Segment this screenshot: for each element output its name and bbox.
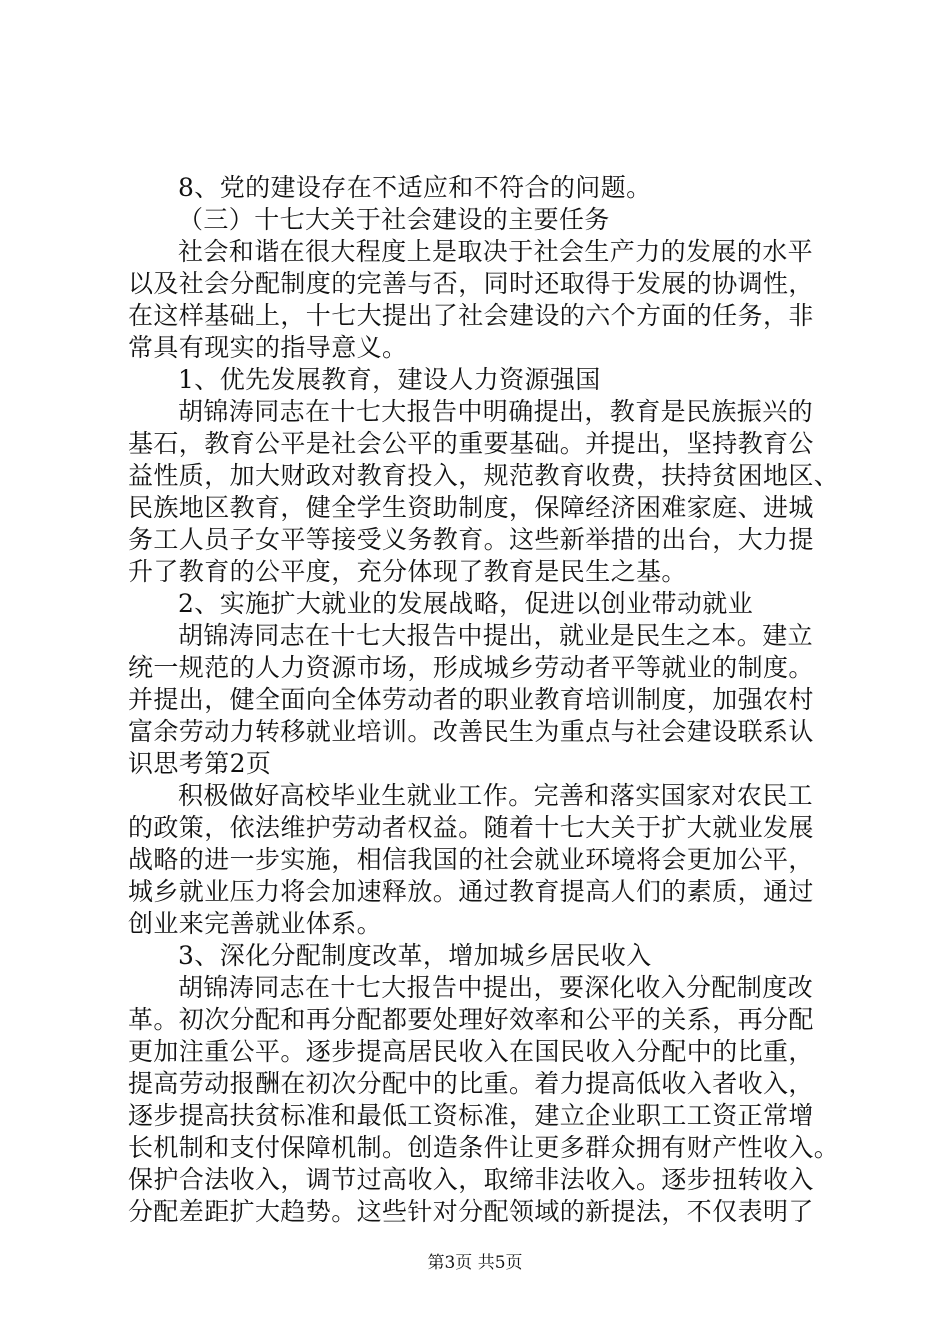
text-line: 基石，教育公平是社会公平的重要基础。并提出，坚持教育公 — [128, 429, 814, 458]
text-line: 并提出，健全面向全体劳动者的职业教育培训制度，加强农村 — [128, 685, 814, 714]
text-line: 分配差距扩大趋势。这些针对分配领域的新提法，不仅表明了 — [128, 1197, 814, 1226]
text-line: 常具有现实的指导意义。 — [128, 333, 408, 362]
text-line: 在这样基础上，十七大提出了社会建设的六个方面的任务，非 — [128, 301, 814, 330]
text-line: 升了教育的公平度，充分体现了教育是民生之基。 — [128, 557, 687, 586]
page-footer: 第3页 共5页 — [427, 1253, 523, 1273]
text-line: 务工人员子女平等接受义务教育。这些新举措的出台，大力提 — [128, 525, 814, 554]
text-line: 积极做好高校毕业生就业工作。完善和落实国家对农民工 — [178, 781, 814, 810]
text-line: 城乡就业压力将会加速释放。通过教育提高人们的素质，通过 — [128, 877, 814, 906]
text-line: 长机制和支付保障机制。创造条件让更多群众拥有财产性收入。 — [128, 1133, 840, 1162]
text-line: 1、优先发展教育，建设人力资源强国 — [178, 365, 601, 394]
text-line: 胡锦涛同志在十七大报告中提出，就业是民生之本。建立 — [178, 621, 814, 650]
text-line: 识思考第2页 — [128, 749, 272, 778]
text-line: 提高劳动报酬在初次分配中的比重。着力提高低收入者收入， — [128, 1069, 814, 1098]
text-line: 的政策，依法维护劳动者权益。随着十七大关于扩大就业发展 — [128, 813, 814, 842]
text-line: 社会和谐在很大程度上是取决于社会生产力的发展的水平 — [178, 237, 814, 266]
text-line: 统一规范的人力资源市场，形成城乡劳动者平等就业的制度。 — [128, 653, 814, 682]
text-line: 创业来完善就业体系。 — [128, 909, 383, 938]
text-line: 革。初次分配和再分配都要处理好效率和公平的关系，再分配 — [128, 1005, 814, 1034]
text-line: 富余劳动力转移就业培训。改善民生为重点与社会建设联系认 — [128, 717, 814, 746]
text-line: （三）十七大关于社会建设的主要任务 — [178, 205, 610, 234]
text-line: 以及社会分配制度的完善与否，同时还取得于发展的协调性， — [128, 269, 814, 298]
document-body — [128, 172, 840, 1228]
text-line: 战略的进一步实施，相信我国的社会就业环境将会更加公平， — [128, 845, 814, 874]
text-line: 逐步提高扶贫标准和最低工资标准，建立企业职工工资正常增 — [128, 1101, 814, 1130]
text-line: 胡锦涛同志在十七大报告中明确提出，教育是民族振兴的 — [178, 397, 814, 426]
text-line: 胡锦涛同志在十七大报告中提出，要深化收入分配制度改 — [178, 973, 814, 1002]
text-line: 保护合法收入，调节过高收入，取缔非法收入。逐步扭转收入 — [128, 1165, 814, 1194]
text-line: 更加注重公平。逐步提高居民收入在国民收入分配中的比重， — [128, 1037, 814, 1066]
text-line: 2、实施扩大就业的发展战略，促进以创业带动就业 — [178, 589, 754, 618]
text-line: 益性质，加大财政对教育投入，规范教育收费，扶持贫困地区、 — [128, 461, 840, 490]
text-line: 8、党的建设存在不适应和不符合的问题。 — [178, 173, 652, 202]
text-line: 3、深化分配制度改革，增加城乡居民收入 — [178, 941, 652, 970]
text-line: 民族地区教育，健全学生资助制度，保障经济困难家庭、进城 — [128, 493, 814, 522]
